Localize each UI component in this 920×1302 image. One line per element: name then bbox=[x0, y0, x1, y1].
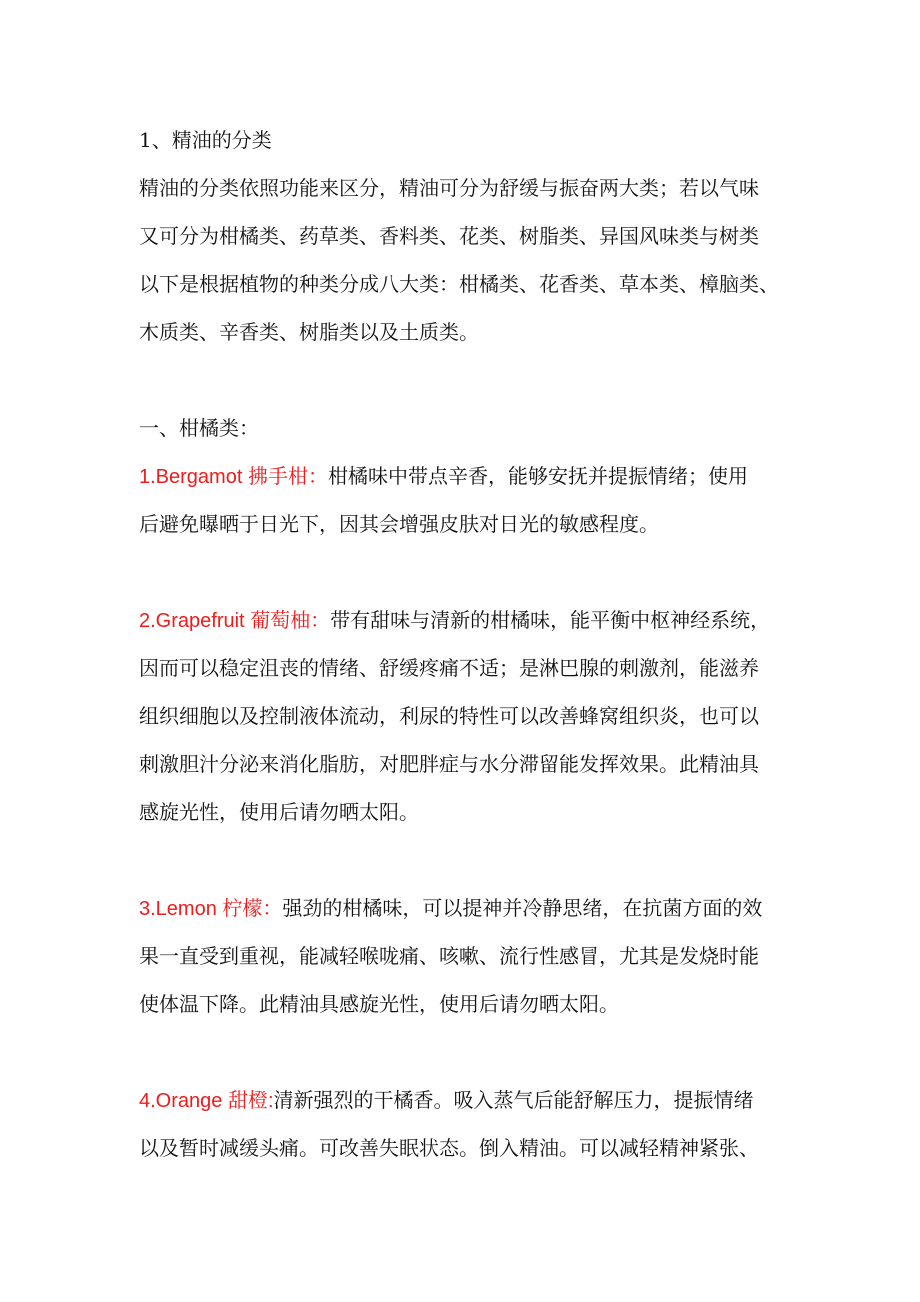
category-heading: 一、柑橘类： bbox=[139, 416, 259, 440]
document-page bbox=[139, 116, 789, 1172]
intro-line: 以下是根据植物的种类分成八大类：柑橘类、花香类、草本类、樟脑类、 bbox=[139, 272, 779, 296]
entry-text-line: 因而可以稳定沮丧的情绪、舒缓疼痛不适；是淋巴腺的刺激剂，能滋养 bbox=[139, 656, 759, 680]
entry-label-bergamot: 1.Bergamot 拂手柑： bbox=[139, 466, 328, 488]
entry-lemon-line bbox=[139, 884, 789, 932]
entry-bergamot-line bbox=[139, 452, 789, 500]
entry-text-line: 后避免曝晒于日光下，因其会增强皮肤对日光的敏感程度。 bbox=[139, 512, 659, 536]
entry-text: 带有甜味与清新的柑橘味，能平衡中枢神经系统， bbox=[330, 608, 771, 632]
intro-line: 又可分为柑橘类、药草类、香料类、花类、树脂类、异国风味类与树类 bbox=[139, 224, 759, 248]
entry-text-line: 刺激胆汁分泌来消化脂肪，对肥胖症与水分滞留能发挥效果。此精油具 bbox=[139, 752, 759, 776]
entry-text-line: 组织细胞以及控制液体流动，利尿的特性可以改善蜂窝组织炎，也可以 bbox=[139, 704, 759, 728]
entry-text: 柑橘味中带点辛香，能够安抚并提振情绪；使用 bbox=[327, 464, 748, 488]
intro-line: 精油的分类依照功能来区分，精油可分为舒缓与振奋两大类；若以气味 bbox=[139, 176, 759, 200]
entry-grapefruit-line bbox=[139, 596, 789, 644]
paragraph-gap bbox=[139, 356, 789, 404]
entry-label-lemon: 3.Lemon 柠檬： bbox=[139, 898, 283, 920]
entry-text-line: 果一直受到重视，能减轻喉咙痛、咳嗽、流行性感冒，尤其是发烧时能 bbox=[139, 944, 759, 968]
section-title: 1、精油的分类 bbox=[139, 128, 272, 152]
intro-line: 木质类、辛香类、树脂类以及土质类。 bbox=[139, 320, 479, 344]
entry-text: 清新强烈的干橘香。吸入蒸气后能舒解压力，提振情绪 bbox=[273, 1088, 754, 1112]
paragraph-gap bbox=[139, 548, 789, 596]
entry-text: 强劲的柑橘味，可以提神并冷静思绪，在抗菌方面的效 bbox=[282, 896, 763, 920]
entry-label-grapefruit: 2.Grapefruit 葡萄柚： bbox=[139, 610, 331, 632]
entry-text-line: 使体温下降。此精油具感旋光性，使用后请勿晒太阳。 bbox=[139, 992, 619, 1016]
entry-text-line: 以及暂时减缓头痛。可改善失眠状态。倒入精油。可以减轻精神紧张、 bbox=[139, 1136, 759, 1160]
paragraph-gap bbox=[139, 836, 789, 884]
paragraph-gap bbox=[139, 1028, 789, 1076]
entry-label-orange: 4.Orange 甜橙: bbox=[139, 1090, 274, 1112]
entry-text-line: 感旋光性，使用后请勿晒太阳。 bbox=[139, 800, 419, 824]
entry-orange-line bbox=[139, 1076, 789, 1124]
